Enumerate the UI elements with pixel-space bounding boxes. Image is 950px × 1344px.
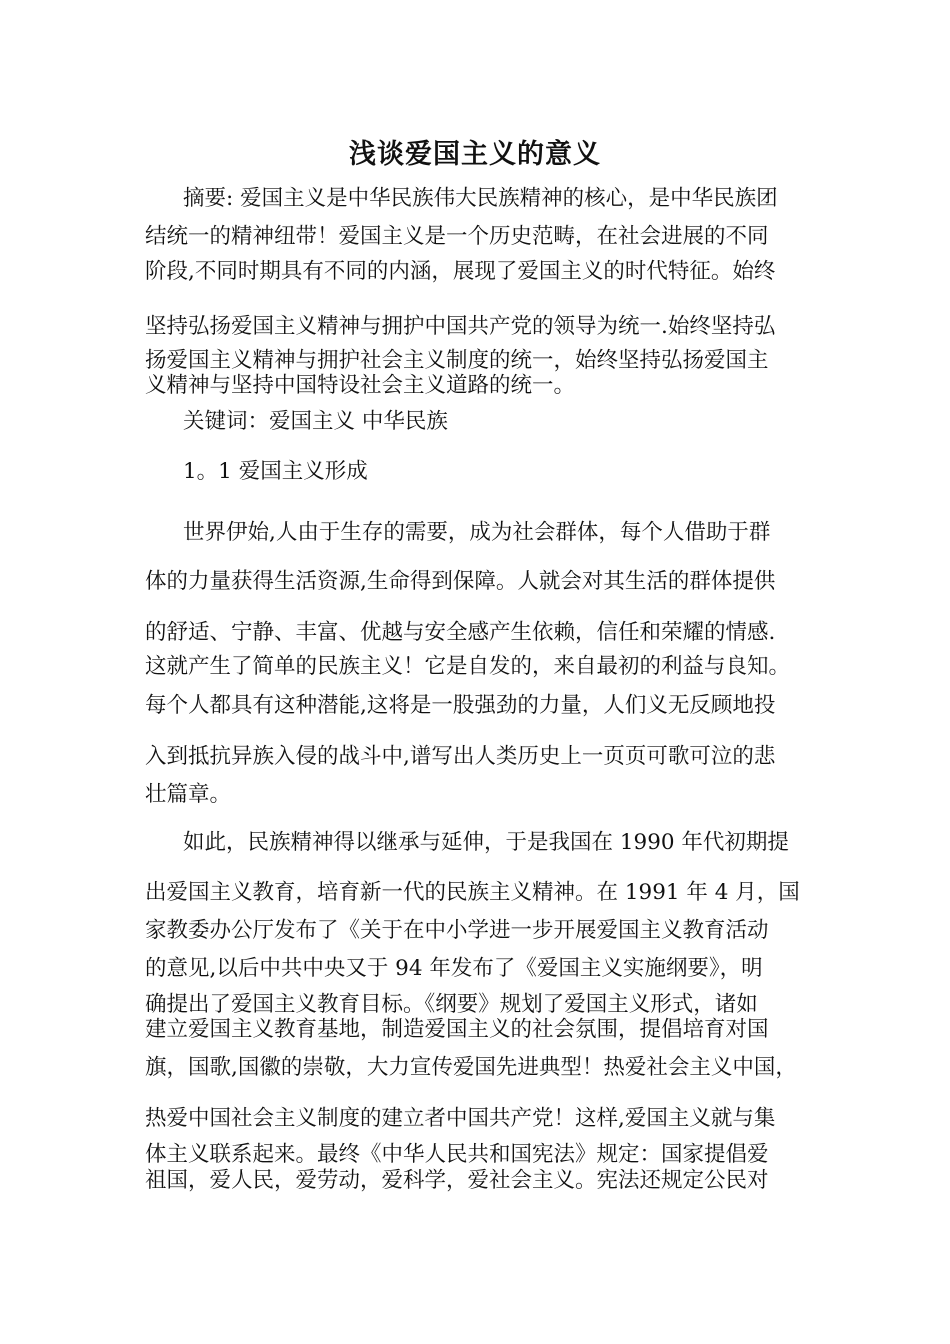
paragraph-line: 每个人都具有这种潜能,这将是一股强劲的力量，人们义无反顾地投: [145, 693, 776, 718]
keywords-line: 关键词：爱国主义 中华民族: [183, 409, 448, 434]
paragraph-line: 如此，民族精神得以继承与延伸，于是我国在 1990 年代初期提: [183, 830, 789, 855]
abstract-line: 摘要: 爱国主义是中华民族伟大民族精神的核心，是中华民族团: [183, 186, 778, 211]
paragraph-line: 体主义联系起来。最终《中华人民共和国宪法》规定：国家提倡爱: [145, 1142, 769, 1167]
paragraph-line: 确提出了爱国主义教育目标。《纲要》规划了爱国主义形式，诸如: [145, 992, 758, 1017]
section-heading: 1。1 爱国主义形成: [183, 459, 368, 484]
paragraph-line: 的意见,以后中共中央又于 94 年发布了《爱国主义实施纲要》，明: [145, 956, 763, 981]
paragraph-line: 体的力量获得生活资源,生命得到保障。人就会对其生活的群体提供: [145, 569, 776, 594]
paragraph-line: 入到抵抗异族入侵的战斗中,谱写出人类历史上一页页可歌可泣的悲: [145, 744, 776, 769]
abstract-line: 阶段,不同时期具有不同的内涵，展现了爱国主义的时代特征。始终: [145, 259, 776, 284]
paragraph-line: 世界伊始,人由于生存的需要，成为社会群体，每个人借助于群: [183, 520, 771, 545]
paragraph-line: 旗，国歌,国徽的崇敬，大力宣传爱国先进典型！热爱社会主义中国，: [145, 1055, 797, 1080]
paragraph-line: 建立爱国主义教育基地，制造爱国主义的社会氛围，提倡培育对国: [145, 1017, 769, 1042]
paragraph-line: 家教委办公厅发布了《关于在中小学进一步开展爱国主义教育活动: [145, 918, 769, 943]
paragraph-line: 热爱中国社会主义制度的建立者中国共产党！这样,爱国主义就与集: [145, 1106, 776, 1131]
abstract-line: 义精神与坚持中国特设社会主义道路的统一。: [145, 373, 576, 398]
paragraph-line: 祖国，爱人民，爱劳动，爱科学，爱社会主义。宪法还规定公民对: [145, 1168, 769, 1193]
abstract-line: 坚持弘扬爱国主义精神与拥护中国共产党的领导为统一.始终坚持弘: [145, 314, 776, 339]
paragraph-line: 壮篇章。: [145, 782, 232, 807]
abstract-line: 扬爱国主义精神与拥护社会主义制度的统一，始终坚持弘扬爱国主: [145, 348, 769, 373]
paragraph-line: 这就产生了简单的民族主义！它是自发的，来自最初的利益与良知。: [145, 654, 791, 679]
abstract-line: 结统一的精神纽带！爱国主义是一个历史范畴，在社会进展的不同: [145, 224, 769, 249]
document-title: 浅谈爱国主义的意义: [349, 139, 601, 170]
paragraph-line: 的舒适、宁静、丰富、优越与安全感产生依赖，信任和荣耀的情感.: [145, 620, 776, 645]
paragraph-line: 出爱国主义教育，培育新一代的民族主义精神。在 1991 年 4 月，国: [145, 880, 800, 905]
